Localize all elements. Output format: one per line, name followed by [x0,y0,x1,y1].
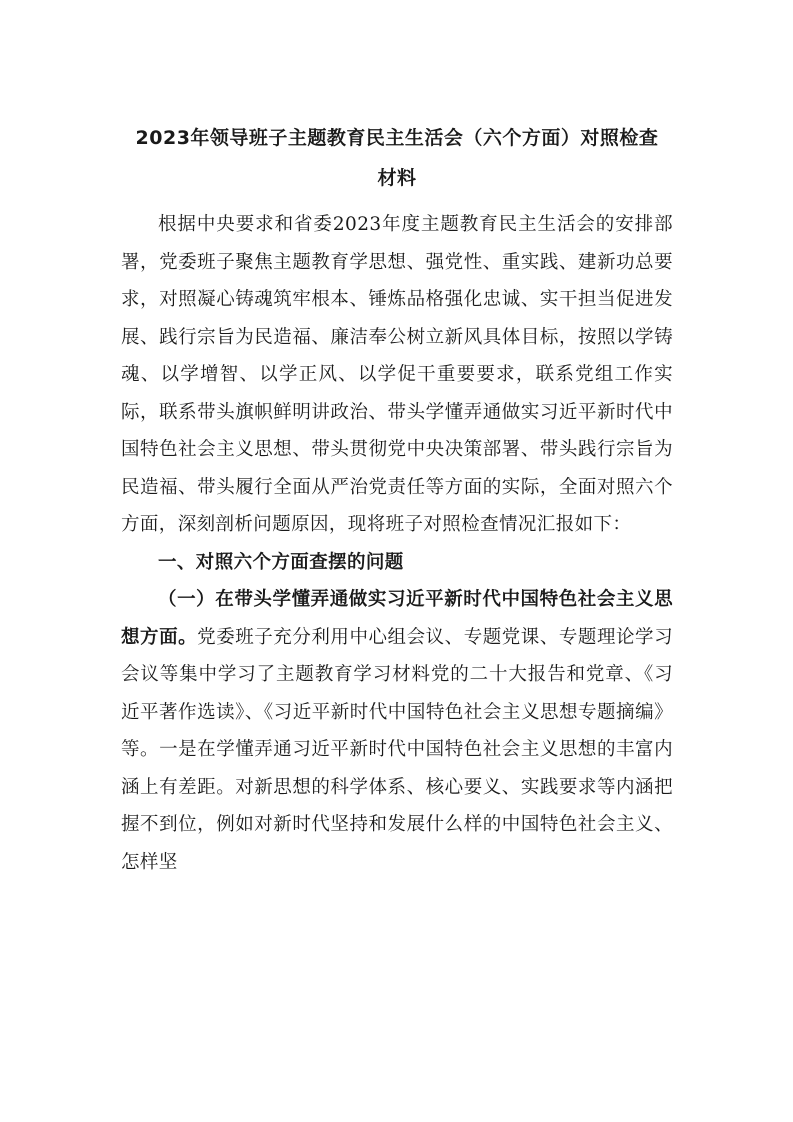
intro-paragraph: 根据中央要求和省委2023年度主题教育民主生活会的安排部署，党委班子聚焦主题教育学思想、强党性、重实践、建新功总要求，对照凝心铸魂筑牢根本、锤炼品格强化忠诚、实干担当促进发展、践行宗旨为民造福、廉洁奉公树立新风具体目标，按照以学铸魂、以学增智、以学正风、以学促干重要要求，联系党组工作实际，联系带头旗帜鲜明讲政治、带头学懂弄通做实习近平新时代中国特色社会主义思想、带头贯彻党中央决策部署、带头践行宗旨为民造福、带头履行全面从严治党责任等方面的实际，全面对照六个方面，深刻剖析问题原因，现将班子对照检查情况汇报如下： [121,214,673,535]
subsection-body: 党委班子充分利用中心组会议、专题党课、专题理论学习会议等集中学习了主题教育学习材料党的二十大报告和党章、《习近平著作选读》、《习近平新时代中国特色社会主义思想专题摘编》等。一是在学懂弄通习近平新时代中国特色社会主义思想的丰富内涵上有差距。对新思想的科学体系、核心要义、实践要求等内涵把握不到位，例如对新时代坚持和发展什么样的中国特色社会主义、怎样坚 [121,626,673,873]
document-title-line2: 材料 [377,167,417,189]
subsection-lead: （一）在带头学懂弄通做实习近平新时代中国特色社会主义思想方面。 [121,589,673,648]
subsection-paragraph [121,581,673,881]
document-page [121,118,673,881]
document-title [121,118,673,198]
section-heading: 一、对照六个方面查摆的问题 [158,551,404,573]
document-title-line1: 2023年领导班子主题教育民主生活会（六个方面）对照检查 [135,127,659,149]
